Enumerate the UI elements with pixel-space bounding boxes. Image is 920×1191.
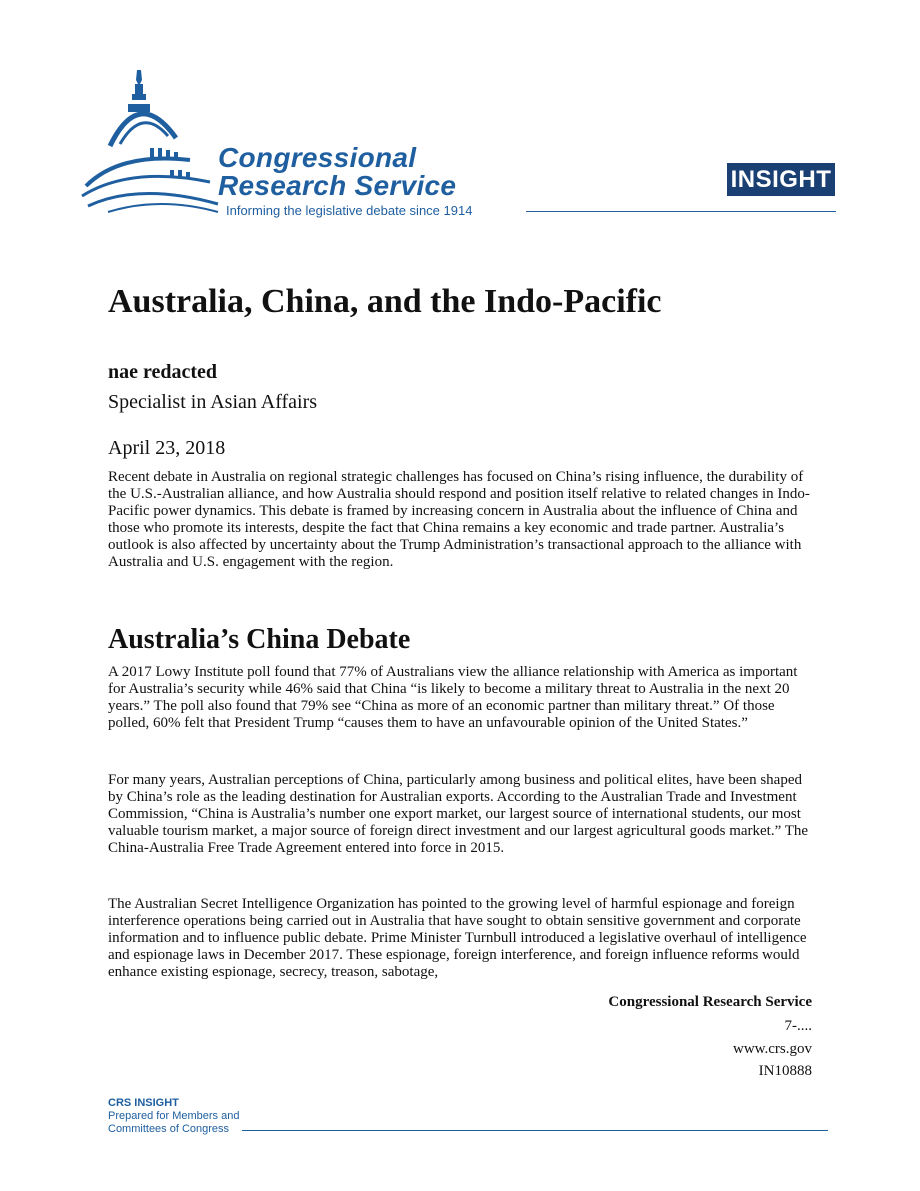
header-rule [526,211,836,212]
brand-tagline: Informing the legislative debate since 1914 [226,203,473,218]
body-paragraph-3: The Australian Secret Intelligence Organization has pointed to the growing level of harmful espionage and foreign interference operations being carried out in Australia that have sought to obtain sensitive government and corporate information and to influence public debate. Prime Minister Turnbull introduced a legislative overhaul of intelligence and espionage laws in December 2017. These espionage, foreign interference, and foreign influence reforms would enhance existing espionage, secrecy, treason, sabotage, [108,896,807,981]
body-paragraph-1: A 2017 Lowy Institute poll found that 77% of Australians view the alliance relationship with America as important for Australia’s security while 46% said that China “is likely to become a military threat to Australia in the next 20 years.” The poll also found that 79% see “China as more of an economic partner than military threat.” Of those polled, 60% felt that President Trump “causes them to have an unfavourable opinion of the United States.” [108,664,798,732]
footer-product-number: IN10888 [758,1063,812,1079]
footer-series-title: CRS INSIGHT [108,1097,179,1109]
footer-url-link[interactable]: www.crs.gov [732,1041,812,1057]
author-role: Specialist in Asian Affairs [108,391,318,413]
capitol-dome-icon [80,66,220,216]
footer-prepared-line2: Committees of Congress [108,1123,230,1135]
crs-logo [80,66,540,226]
footer-org-name: Congressional Research Service [608,994,812,1010]
publication-date: April 23, 2018 [108,437,226,459]
footer-report-id: 7-.... [784,1018,812,1034]
body-paragraph-2: For many years, Australian perceptions of China, particularly among business and political elites, have been shaped by China’s role as the leading destination for Australian exports. According to the Australian Trade and Investment Commission, “China is Australia’s number one export market, our largest source of international students, our most valuable tourism market, a major source of foreign direct investment and our largest agricultural goods market.” The China-Australia Free Trade Agreement entered into force in 2015. [108,772,809,857]
section-heading: Australia’s China Debate [108,624,411,655]
footer-rule [242,1130,828,1131]
insight-badge: INSIGHT [727,163,835,196]
footer-prepared-line1: Prepared for Members and [108,1110,240,1122]
summary-paragraph: Recent debate in Australia on regional strategic challenges has focused on China’s rising influence, the durability of the U.S.-Australian alliance, and how Australia should respond and position itself relative to related changes in Indo-Pacific power dynamics. This debate is framed by increasing concern in Australia about the influence of China and those who promote its interests, despite the fact that China remains a key economic and trade partner. Australia’s outlook is also affected by uncertainty about the Trump Administration’s transactional approach to the alliance with Australia and U.S. engagement with the region. [108,469,810,571]
brand-name-line1: Congressional [218,142,417,173]
brand-name-line2: Research Service [218,170,457,201]
author-name: nae redacted [108,361,218,383]
page-title: Australia, China, and the Indo-Pacific [108,283,662,320]
